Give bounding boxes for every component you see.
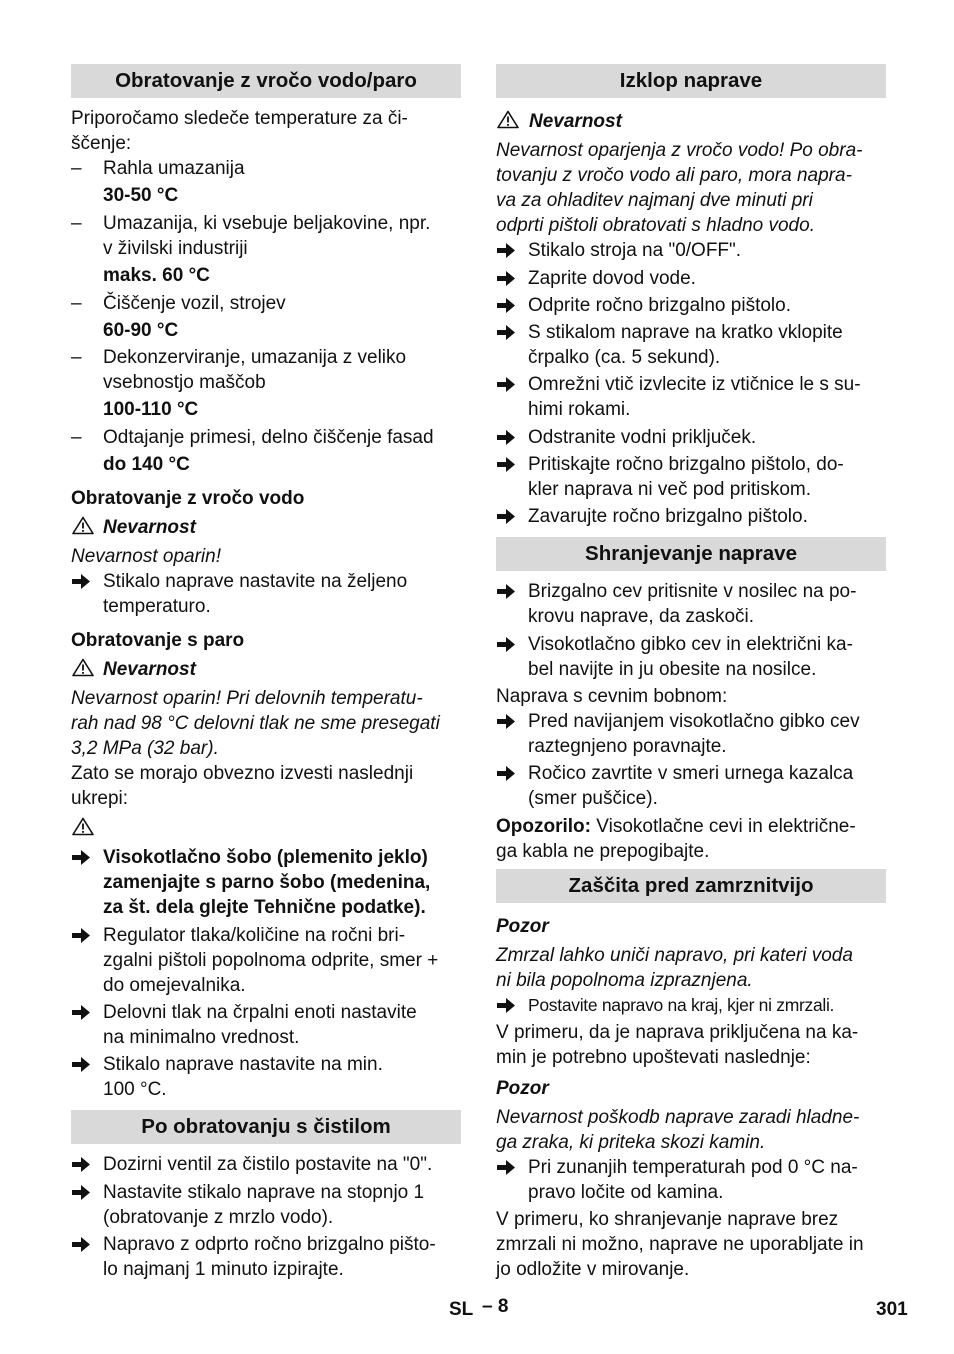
step-text: pravo ločite od kamina. [528, 1182, 724, 1203]
body-text: min je potrebno upoštevati naslednje: [496, 1047, 811, 1068]
temperature-value: maks. 60 °C [103, 265, 210, 286]
section-heading [496, 537, 886, 571]
body-text: jo odložite v mirovanje. [496, 1259, 690, 1280]
note-label: Opozorilo: [496, 816, 591, 837]
step-text: Delovni tlak na črpalni enoti nastavite [103, 1002, 417, 1023]
step-text: Regulator tlaka/količine na ročni bri- [103, 925, 406, 946]
dash-bullet: – [71, 213, 82, 234]
arrow-right-icon [497, 238, 517, 263]
warning-triangle-icon [497, 110, 519, 129]
section-heading-text: Obratovanje z vročo vodo/paro [115, 69, 417, 92]
step-text: Pred navijanjem visokotlačno gibko cev [528, 711, 860, 732]
section-heading [71, 64, 461, 98]
intro-text: ščenje: [71, 133, 132, 154]
step-text: Odprite ročno brizgalno pištolo. [528, 295, 791, 316]
arrow-right-icon [497, 632, 517, 657]
note-body: Visokotlačne cevi in električne- [590, 816, 856, 837]
step-text: Napravo z odprto ročno brizgalno pišto- [103, 1234, 436, 1255]
danger-text: tovanju z vročo vodo ali paro, mora napra- [496, 165, 852, 186]
caution-text: Nevarnost poškodb naprave zaradi hladne- [496, 1107, 860, 1128]
temperature-value: 60-90 °C [103, 320, 179, 341]
step-text: Zaprite dovod vode. [528, 268, 696, 289]
step-text: na minimalno vrednost. [103, 1027, 300, 1048]
dash-bullet: – [71, 347, 82, 368]
section-heading-text: Shranjevanje naprave [585, 542, 797, 565]
note-text: ga kabla ne prepogibajte. [496, 841, 710, 862]
step-text: zgalni pištoli popolnoma odprite, smer + [103, 950, 439, 971]
step-text: Visokotlačno gibko cev in električni ka- [528, 634, 853, 655]
page-number: 301 [876, 1299, 908, 1320]
step-text: temperaturo. [103, 596, 211, 617]
danger-text: Nevarnost oparin! [71, 546, 221, 567]
danger-label: Nevarnost [529, 111, 622, 132]
section-heading-text: Izklop naprave [619, 69, 763, 92]
subheading: Obratovanje z vročo vodo [71, 488, 305, 509]
step-text: Zavarujte ročno brizgalno pištolo. [528, 506, 808, 527]
arrow-right-icon [72, 1000, 92, 1025]
arrow-right-icon [497, 709, 517, 734]
caution-label: Pozor [496, 1078, 549, 1099]
step-text: Pritiskajte ročno brizgalno pištolo, do- [528, 454, 844, 475]
danger-text: Nevarnost oparjenja z vročo vodo! Po obra- [496, 140, 863, 161]
arrow-right-icon [72, 1152, 92, 1177]
caution-text: ni bila popolnoma izpraznjena. [496, 970, 753, 991]
step-text: lo najmanj 1 minuto izpirajte. [103, 1259, 344, 1280]
step-text: Pri zunanjih temperaturah pod 0 °C na- [528, 1157, 858, 1178]
temperature-value: 100-110 °C [103, 399, 199, 420]
step-text: Nastavite stikalo naprave na stopnjo 1 [103, 1182, 425, 1203]
dash-bullet: – [71, 427, 82, 448]
arrow-right-icon [72, 1180, 92, 1205]
section-heading [71, 1110, 461, 1144]
arrow-right-icon [72, 569, 92, 594]
list-item: Čiščenje vozil, strojev [103, 293, 286, 314]
language-code: SL [449, 1299, 474, 1320]
step-text: do omejevalnika. [103, 975, 246, 996]
note-text [496, 814, 856, 839]
arrow-right-icon [497, 266, 517, 291]
subheading: Obratovanje s paro [71, 630, 245, 651]
arrow-right-icon [497, 579, 517, 604]
arrow-right-icon [497, 452, 517, 477]
intro-text: Priporočamo sledeče temperature za či- [71, 108, 408, 129]
body-text: Zato se morajo obvezno izvesti naslednji [71, 763, 414, 784]
temperature-value: do 140 °C [103, 454, 190, 475]
temperature-value: 30-50 °C [103, 185, 179, 206]
section-page-number: – 8 [482, 1296, 509, 1317]
arrow-right-icon [72, 1052, 92, 1077]
dash-bullet: – [71, 293, 82, 314]
arrow-right-icon [497, 425, 517, 450]
step-text: Visokotlačno šobo (plemenito jeklo) [103, 847, 428, 868]
danger-text: va za ohladitev najmanj dve minuti pri [496, 190, 813, 211]
arrow-right-icon [72, 845, 92, 870]
step-text: S stikalom naprave na kratko vklopite [528, 322, 843, 343]
step-text: krovu naprave, da zaskoči. [528, 606, 755, 627]
section-heading-text: Po obratovanju s čistilom [141, 1115, 391, 1138]
step-text: 100 °C. [103, 1079, 167, 1100]
danger-text: rah nad 98 °C delovni tlak ne sme presegati [71, 713, 440, 734]
caution-label: Pozor [496, 916, 549, 937]
step-text: Odstranite vodni priključek. [528, 427, 757, 448]
step-text: Stikalo naprave nastavite na željeno [103, 571, 408, 592]
arrow-right-icon [497, 761, 517, 786]
body-text: ukrepi: [71, 788, 129, 809]
danger-text: 3,2 MPa (32 bar). [71, 738, 219, 759]
step-text: Stikalo stroja na "0/OFF". [528, 240, 742, 261]
arrow-right-icon [72, 1232, 92, 1257]
list-item: v živilski industriji [103, 238, 248, 259]
dash-bullet: – [71, 158, 82, 179]
arrow-right-icon [497, 293, 517, 318]
list-item: Dekonzerviranje, umazanija z veliko [103, 347, 407, 368]
caution-text: ga zraka, ki priteka skozi kamin. [496, 1132, 766, 1153]
arrow-right-icon [497, 1155, 517, 1180]
step-text: Ročico zavrtite v smeri urnega kazalca [528, 763, 854, 784]
step-text: Stikalo naprave nastavite na min. [103, 1054, 383, 1075]
body-text: zmrzali ni možno, naprave ne uporabljate in [496, 1234, 864, 1255]
section-heading-text: Zaščita pred zamrznitvijo [568, 874, 814, 897]
section-heading [496, 869, 886, 903]
step-text: Dozirni ventil za čistilo postavite na "0". [103, 1154, 433, 1175]
list-item: Umazanija, ki vsebuje beljakovine, npr. [103, 213, 431, 234]
warning-triangle-icon [72, 658, 94, 677]
step-text: črpalko (ca. 5 sekund). [528, 347, 721, 368]
danger-text: odprti pištoli obratovati s hladno vodo. [496, 215, 815, 236]
caution-text: Zmrzal lahko uniči napravo, pri kateri voda [496, 945, 853, 966]
body-text: V primeru, ko shranjevanje naprave brez [496, 1209, 839, 1230]
warning-triangle-icon [72, 817, 94, 836]
step-text: raztegnjeno poravnajte. [528, 736, 727, 757]
step-text: bel navijte in ju obesite na nosilce. [528, 659, 817, 680]
body-text: Naprava s cevnim bobnom: [496, 686, 728, 707]
list-item: Odtajanje primesi, delno čiščenje fasad [103, 427, 434, 448]
arrow-right-icon [72, 923, 92, 948]
section-heading [496, 64, 886, 98]
step-text: Brizgalno cev pritisnite v nosilec na po- [528, 581, 857, 602]
step-text: zamenjajte s parno šobo (medenina, [103, 872, 431, 893]
list-item: vsebnostjo maščob [103, 372, 266, 393]
step-text: himi rokami. [528, 399, 631, 420]
step-text: Omrežni vtič izvlecite iz vtičnice le s su- [528, 374, 861, 395]
danger-text: Nevarnost oparin! Pri delovnih temperatu- [71, 688, 423, 709]
body-text: V primeru, da je naprava priključena na ka- [496, 1022, 859, 1043]
warning-triangle-icon [72, 516, 94, 535]
danger-label: Nevarnost [103, 517, 196, 538]
arrow-right-icon [497, 993, 517, 1018]
step-text: za št. dela glejte Tehnične podatke). [103, 897, 426, 918]
step-text: (obratovanje z mrzlo vodo). [103, 1207, 334, 1228]
list-item: Rahla umazanija [103, 158, 245, 179]
arrow-right-icon [497, 372, 517, 397]
danger-label: Nevarnost [103, 659, 196, 680]
step-text: (smer puščice). [528, 788, 658, 809]
arrow-right-icon [497, 504, 517, 529]
step-text: Postavite napravo na kraj, kjer ni zmrzali. [528, 995, 835, 1015]
arrow-right-icon [497, 320, 517, 345]
step-text: kler naprava ni več pod pritiskom. [528, 479, 812, 500]
